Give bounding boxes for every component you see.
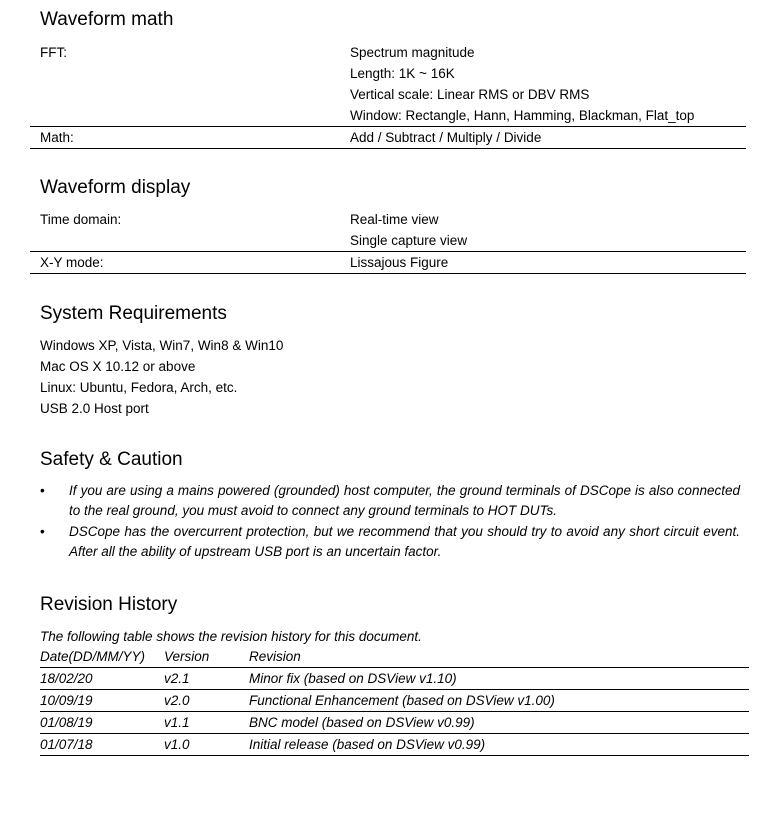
math-row [30,127,746,149]
row-revision: Minor fix (based on DSView v1.10) [249,671,457,686]
fft-label: FFT: [40,45,67,60]
fft-values [350,42,746,126]
revision-history-heading: Revision History [40,594,178,615]
header-version: Version [164,649,210,664]
list-item: Linux: Ubuntu, Fedora, Arch, etc. [40,380,238,395]
fft-value: Length: 1K ~ 16K [350,66,455,81]
row-date: 18/02/20 [40,671,93,686]
table-row [40,668,749,690]
waveform-display-heading: Waveform display [40,177,191,198]
row-version: v1.1 [164,715,190,730]
row-date: 01/08/19 [40,715,93,730]
row-revision: Initial release (based on DSView v0.99) [249,737,486,752]
safety-heading: Safety & Caution [40,449,183,470]
revision-table [40,647,749,756]
table-row [40,712,749,734]
fft-value: Window: Rectangle, Hann, Hamming, Blackman, Flat_top [350,108,695,123]
revision-intro: The following table shows the revision history for this document. [40,629,422,644]
table-row [40,734,749,756]
row-version: v2.0 [164,693,190,708]
time-domain-row [30,209,746,252]
list-item [40,481,740,521]
fft-row [30,42,746,127]
row-revision: BNC model (based on DSView v0.99) [249,715,475,730]
bullet: • [40,483,45,498]
waveform-math-heading: Waveform math [40,9,174,30]
xy-mode-row [30,252,746,274]
caution-text: DSCope has the overcurrent protection, but we recommend that you should try to avoid any short circuit event. After all the ability of upstream USB port is an uncertain factor. [69,524,740,559]
caution-text: If you are using a mains powered (grounded) host computer, the ground terminals of DSCope is also connected to the real ground, you must avoid to connect any ground terminals to HOT DUTs. [69,483,740,518]
time-domain-label: Time domain: [40,212,122,227]
xy-mode-label: X-Y mode: [40,255,104,270]
header-revision: Revision [249,649,301,664]
list-item: Windows XP, Vista, Win7, Win8 & Win10 [40,338,284,353]
list-item: Mac OS X 10.12 or above [40,359,196,374]
header-date: Date(DD/MM/YY) [40,649,146,664]
row-date: 01/07/18 [40,737,93,752]
xy-mode-value: Lissajous Figure [350,255,449,270]
row-date: 10/09/19 [40,693,93,708]
table-row [40,690,749,712]
waveform-display-table [30,209,746,274]
safety-list [40,481,740,563]
row-version: v2.1 [164,671,190,686]
system-requirements-list [40,335,283,419]
math-value: Add / Subtract / Multiply / Divide [350,130,542,145]
fft-value: Spectrum magnitude [350,45,475,60]
table-header-row [40,647,749,668]
row-version: v1.0 [164,737,190,752]
bullet: • [40,524,45,539]
list-item [40,522,740,562]
fft-value: Vertical scale: Linear RMS or DBV RMS [350,87,590,102]
row-revision: Functional Enhancement (based on DSView v1.00) [249,693,555,708]
list-item: USB 2.0 Host port [40,401,149,416]
waveform-math-table [30,42,746,149]
time-domain-value: Single capture view [350,233,468,248]
math-label: Math: [40,130,74,145]
time-domain-value: Real-time view [350,212,439,227]
system-requirements-heading: System Requirements [40,303,227,324]
